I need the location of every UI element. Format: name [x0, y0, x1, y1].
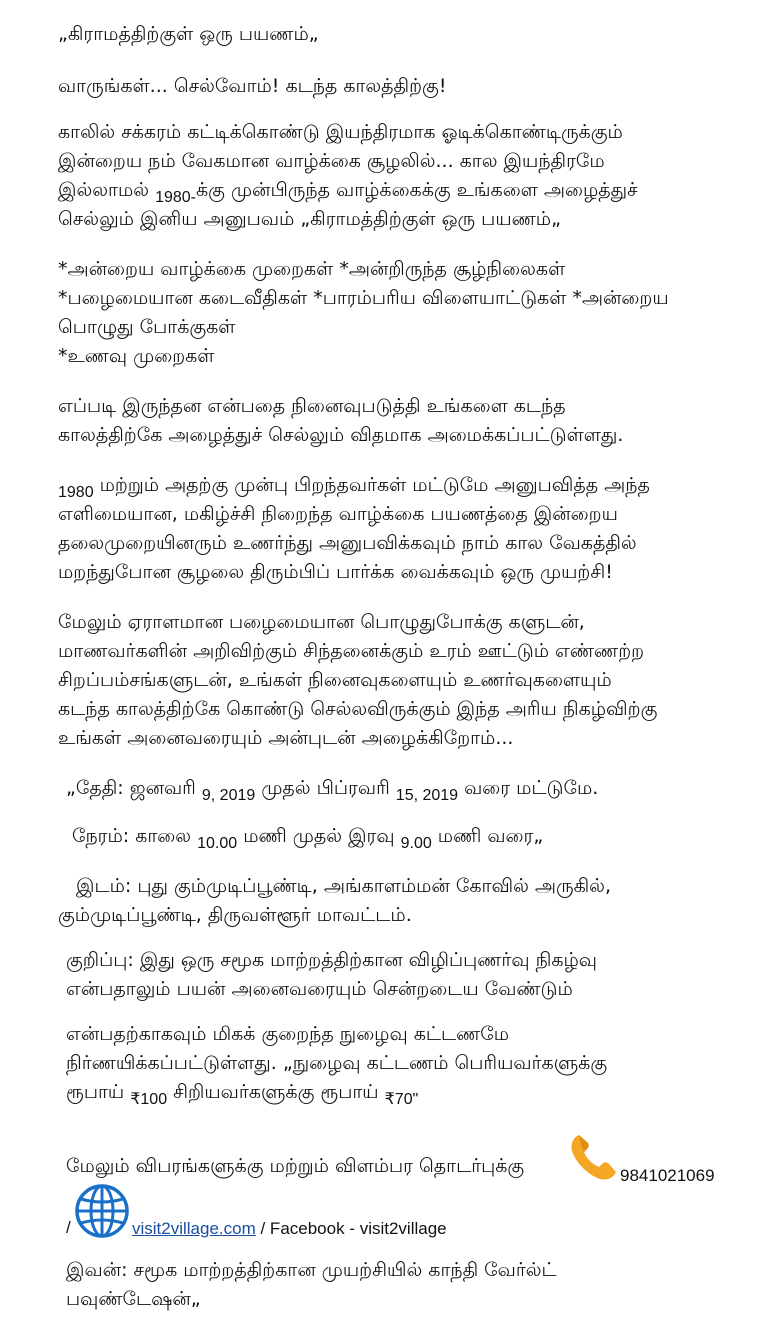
text: க்கு முன்பிருந்த வாழ்க்கைக்கு உங்களை அழைத்துச் — [195, 179, 638, 201]
para2-line: எப்படி இருந்தன என்பதை நினைவுபடுத்தி உங்களை கடந்த — [58, 395, 566, 417]
para4-line: மாணவர்களின் அறிவிற்கும் சிந்தனைக்கும் உரம் ஊட்டும் எண்ணற்ற — [58, 640, 645, 662]
fee-line: நிர்ணயிக்கப்பட்டுள்ளது. „நுழைவு கட்டணம் பெரியவர்களுக்கு — [66, 1052, 608, 1074]
list-line: *உணவு முறைகள் — [58, 345, 215, 367]
time-number: 10.00 — [197, 835, 238, 852]
fee-amount-line — [66, 1078, 418, 1108]
invite-line: வாருங்கள்... செல்வோம்! கடந்த காலத்திற்கு! — [58, 75, 447, 97]
phone-number[interactable]: 9841021069 — [620, 1166, 715, 1185]
place-line: கும்முடிப்பூண்டி, திருவள்ளூர் மாவட்டம். — [58, 904, 412, 926]
para3-line — [58, 471, 650, 501]
para4-line: சிறப்பம்சங்களுடன், உங்கள் நினைவுகளையும் உணர்வுகளையும் — [58, 669, 612, 691]
fee-number: ₹70" — [384, 1091, 419, 1108]
doc-title: „கிராமத்திற்குள் ஒரு பயணம்„ — [58, 23, 319, 45]
footer-line: இவன்: சமூக மாற்றத்திற்கான முயற்சியில் காந்தி வேர்ல்ட் — [66, 1259, 557, 1281]
text: சிறியவர்களுக்கு ரூபாய் — [167, 1081, 385, 1103]
year-number: 1980 — [58, 484, 94, 501]
fee-number: ₹100 — [130, 1091, 168, 1108]
contact-links — [132, 1214, 447, 1243]
year-number: 1980- — [155, 189, 196, 206]
fee-line: என்பதற்காகவும் மிகக் குறைந்த நுழைவு கட்டணமே — [66, 1023, 510, 1045]
globe-icon — [74, 1183, 130, 1239]
text: நேரம்: காலை — [72, 825, 198, 847]
text: இல்லாமல் — [58, 179, 156, 201]
note-line: என்பதாலும் பயன் அனைவரையும் சென்றடைய வேண்டும் — [66, 978, 573, 1000]
list-line: *அன்றைய வாழ்க்கை முறைகள் *அன்றிருந்த சூழ்நிலைகள் — [58, 258, 566, 280]
date-number: 15, 2019 — [395, 787, 459, 804]
para4-line: உங்கள் அனைவரையும் அன்புடன் அழைக்கிறோம்... — [58, 727, 514, 749]
place-line: இடம்: புது கும்முடிப்பூண்டி, அங்காளம்மன் கோவில் அருகில், — [76, 875, 611, 897]
para3-line: மறந்துபோன சூழலை திரும்பிப் பார்க்க வைக்கவும் ஒரு முயற்சி! — [58, 561, 613, 583]
para2-line: காலத்திற்கே அழைத்துச் செல்லும் விதமாக அமைக்கப்பட்டுள்ளது. — [58, 424, 624, 446]
para1-line: காலில் சக்கரம் கட்டிக்கொண்டு இயந்திரமாக ஓடிக்கொண்டிருக்கும் — [58, 121, 623, 143]
text: முதல் பிப்ரவரி — [255, 777, 396, 799]
list-line: பொழுது போக்குகள் — [58, 316, 236, 338]
time-number: 9.00 — [400, 835, 432, 852]
text: மற்றும் அதற்கு முன்பு பிறந்தவர்கள் மட்டுமே அனுபவித்த அந்த — [93, 474, 650, 496]
contact-label: மேலும் விபரங்களுக்கு மற்றும் விளம்பர தொடர்புக்கு — [66, 1155, 525, 1177]
text: மணி முதல் இரவு — [237, 825, 401, 847]
text: ரூபாய் — [66, 1081, 131, 1103]
footer-line: பவுண்டேஷன்„ — [66, 1288, 201, 1310]
time-line — [72, 822, 543, 852]
date-line — [66, 774, 598, 804]
text: மணி வரை„ — [431, 825, 544, 847]
phone-icon[interactable] — [566, 1131, 620, 1185]
text: „தேதி: ஜனவரி — [66, 777, 202, 799]
para4-line: மேலும் ஏராளமான பழைமையான பொழுதுபோக்கு களுடன், — [58, 611, 585, 633]
para3-line: எளிமையான, மகிழ்ச்சி நிறைந்த வாழ்க்கை பயணத்தை இன்றைய — [58, 503, 618, 525]
para1-line: செல்லும் இனிய அனுபவம் „கிராமத்திற்குள் ஒரு பயணம்„ — [58, 208, 561, 230]
para1-line: இன்றைய நம் வேகமான வாழ்க்கை சூழலில்... கால இயந்திரமே — [58, 150, 605, 172]
date-number: 9, 2019 — [201, 787, 256, 804]
para4-line: கடந்த காலத்திற்கே கொண்டு செல்லவிருக்கும் இந்த அரிய நிகழ்விற்கு — [58, 698, 658, 720]
slash-separator: / — [66, 1218, 71, 1237]
list-line: *பழைமையான கடைவீதிகள் *பாரம்பரிய விளையாட்டுகள் *அன்றைய — [58, 287, 669, 309]
website-link[interactable]: visit2village.com — [132, 1219, 256, 1238]
text: வரை மட்டுமே. — [458, 777, 599, 799]
para1-line — [58, 176, 638, 206]
note-line: குறிப்பு: இது ஒரு சமூக மாற்றத்திற்கான விழிப்புணர்வு நிகழ்வு — [66, 949, 597, 971]
para3-line: தலைமுறையினரும் உணர்ந்து அனுபவிக்கவும் நாம் கால வேகத்தில் — [58, 532, 637, 554]
facebook-text: / Facebook - visit2village — [255, 1219, 447, 1238]
